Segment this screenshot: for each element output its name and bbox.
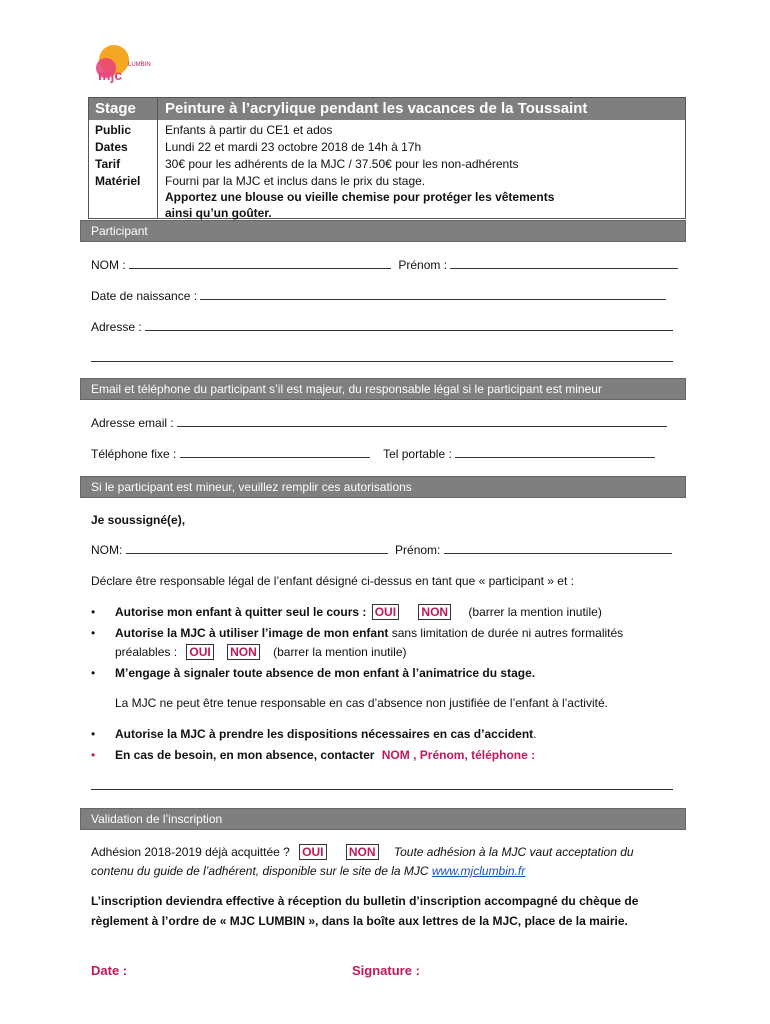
auth-leave-alone: Autorise mon enfant à quitter seul le cours : OUI NON (barrer la mention inutile) [115,605,602,619]
auth-absence: M’engage à signaler toute absence de mon enfant à l’animatrice du stage. [115,666,536,680]
validation-p2: règlement à l’ordre de « MJC LUMBIN », dans la boîte aux lettres de la MJC, place de la mairie. [91,914,628,928]
non-box-2[interactable]: NON [227,644,260,660]
stage-title: Peinture à l’acrylique pendant les vacances de la Toussaint [165,100,588,117]
authorisation-section-bar: Si le participant est mineur, veuillez remplir ces autorisations [80,476,686,498]
emergency-contact-field[interactable] [91,779,673,790]
dob-line: Date de naissance : [91,289,666,303]
svg-text:mjc: mjc [98,67,123,83]
oui-box-3[interactable]: OUI [299,844,326,860]
email-line: Adresse email : [91,416,667,430]
auth-prenom-field[interactable] [444,543,672,554]
row-dates: Dates Lundi 22 et mardi 23 octobre 2018 de 14h à 17h [95,140,422,154]
mjc-website-link[interactable]: www.mjclumbin.fr [431,864,526,878]
oui-box-2[interactable]: OUI [186,644,213,660]
oui-box-1[interactable]: OUI [372,604,399,620]
date-label: Date : [91,963,128,978]
row-note1: Apportez une blouse ou vieille chemise pour protéger les vêtements [165,190,555,204]
auth-accident: Autorise la MJC à prendre les dispositions nécessaires en cas d’accident. [115,727,537,741]
contact-line [91,779,673,793]
phone-mobile-field[interactable] [455,447,655,458]
auth-contact: En cas de besoin, en mon absence, contacter NOM , Prénom, téléphone : [115,748,536,762]
prenom-field[interactable] [450,258,678,269]
phone-fixe-field[interactable] [180,447,370,458]
participant-name-line: NOM : Prénom : [91,258,678,272]
participant-section-bar: Participant [80,220,686,242]
auth-image: Autorise la MJC à utiliser l’image de mon enfant sans limitation de durée ni autres formalités [115,626,624,640]
row-tarif: Tarif 30€ pour les adhérents de la MJC / 37.50€ pour les non-adhérents [95,157,519,171]
signature-label: Signature : [352,963,420,978]
row-note2: ainsi qu’un goûter. [165,206,272,220]
row-materiel: Matériel Fourni par la MJC et inclus dans le prix du stage. [95,174,426,188]
adhesion-line: Adhésion 2018-2019 déjà acquittée ? OUI NON Toute adhésion à la MJC vaut acceptation du [91,845,634,859]
auth-name-line: NOM: Prénom: [91,543,672,557]
validation-section-bar: Validation de l’inscription [80,808,686,830]
auth-absence-note: La MJC ne peut être tenue responsable en cas d’absence non justifiée de l’enfant à l’activité. [115,696,608,710]
address-field-2[interactable] [91,351,673,362]
address-field[interactable] [145,320,673,331]
address-line-2 [91,351,673,365]
stage-info-table [88,97,686,219]
stage-label: Stage [95,100,136,117]
non-box-3[interactable]: NON [346,844,379,860]
contact-section-bar: Email et téléphone du participant s’il est majeur, du responsable légal si le participant est mineur [80,378,686,400]
soussigne-label: Je soussigné(e), [91,513,186,527]
dob-field[interactable] [200,289,666,300]
svg-text:LUMBIN: LUMBIN [128,62,151,68]
non-box-1[interactable]: NON [418,604,451,620]
auth-image-line2: préalables : OUI NON (barrer la mention inutile) [115,645,407,659]
nom-field[interactable] [129,258,391,269]
phone-line: Téléphone fixe : Tel portable : [91,447,655,461]
address-line: Adresse : [91,320,673,334]
mjc-logo [90,44,160,86]
adhesion-line-2: contenu du guide de l’adhérent, disponible sur le site de la MJC www.mjclumbin.fr [91,864,526,878]
email-field[interactable] [177,416,667,427]
validation-p1: L’inscription deviendra effective à réception du bulletin d’inscription accompagné du chèque de [91,894,639,908]
row-public: Public Enfants à partir du CE1 et ados [95,123,333,137]
stage-table-header [89,98,685,120]
auth-nom-field[interactable] [126,543,388,554]
declare-text: Déclare être responsable légal de l’enfant désigné ci-dessus en tant que « participant » et : [91,574,574,588]
